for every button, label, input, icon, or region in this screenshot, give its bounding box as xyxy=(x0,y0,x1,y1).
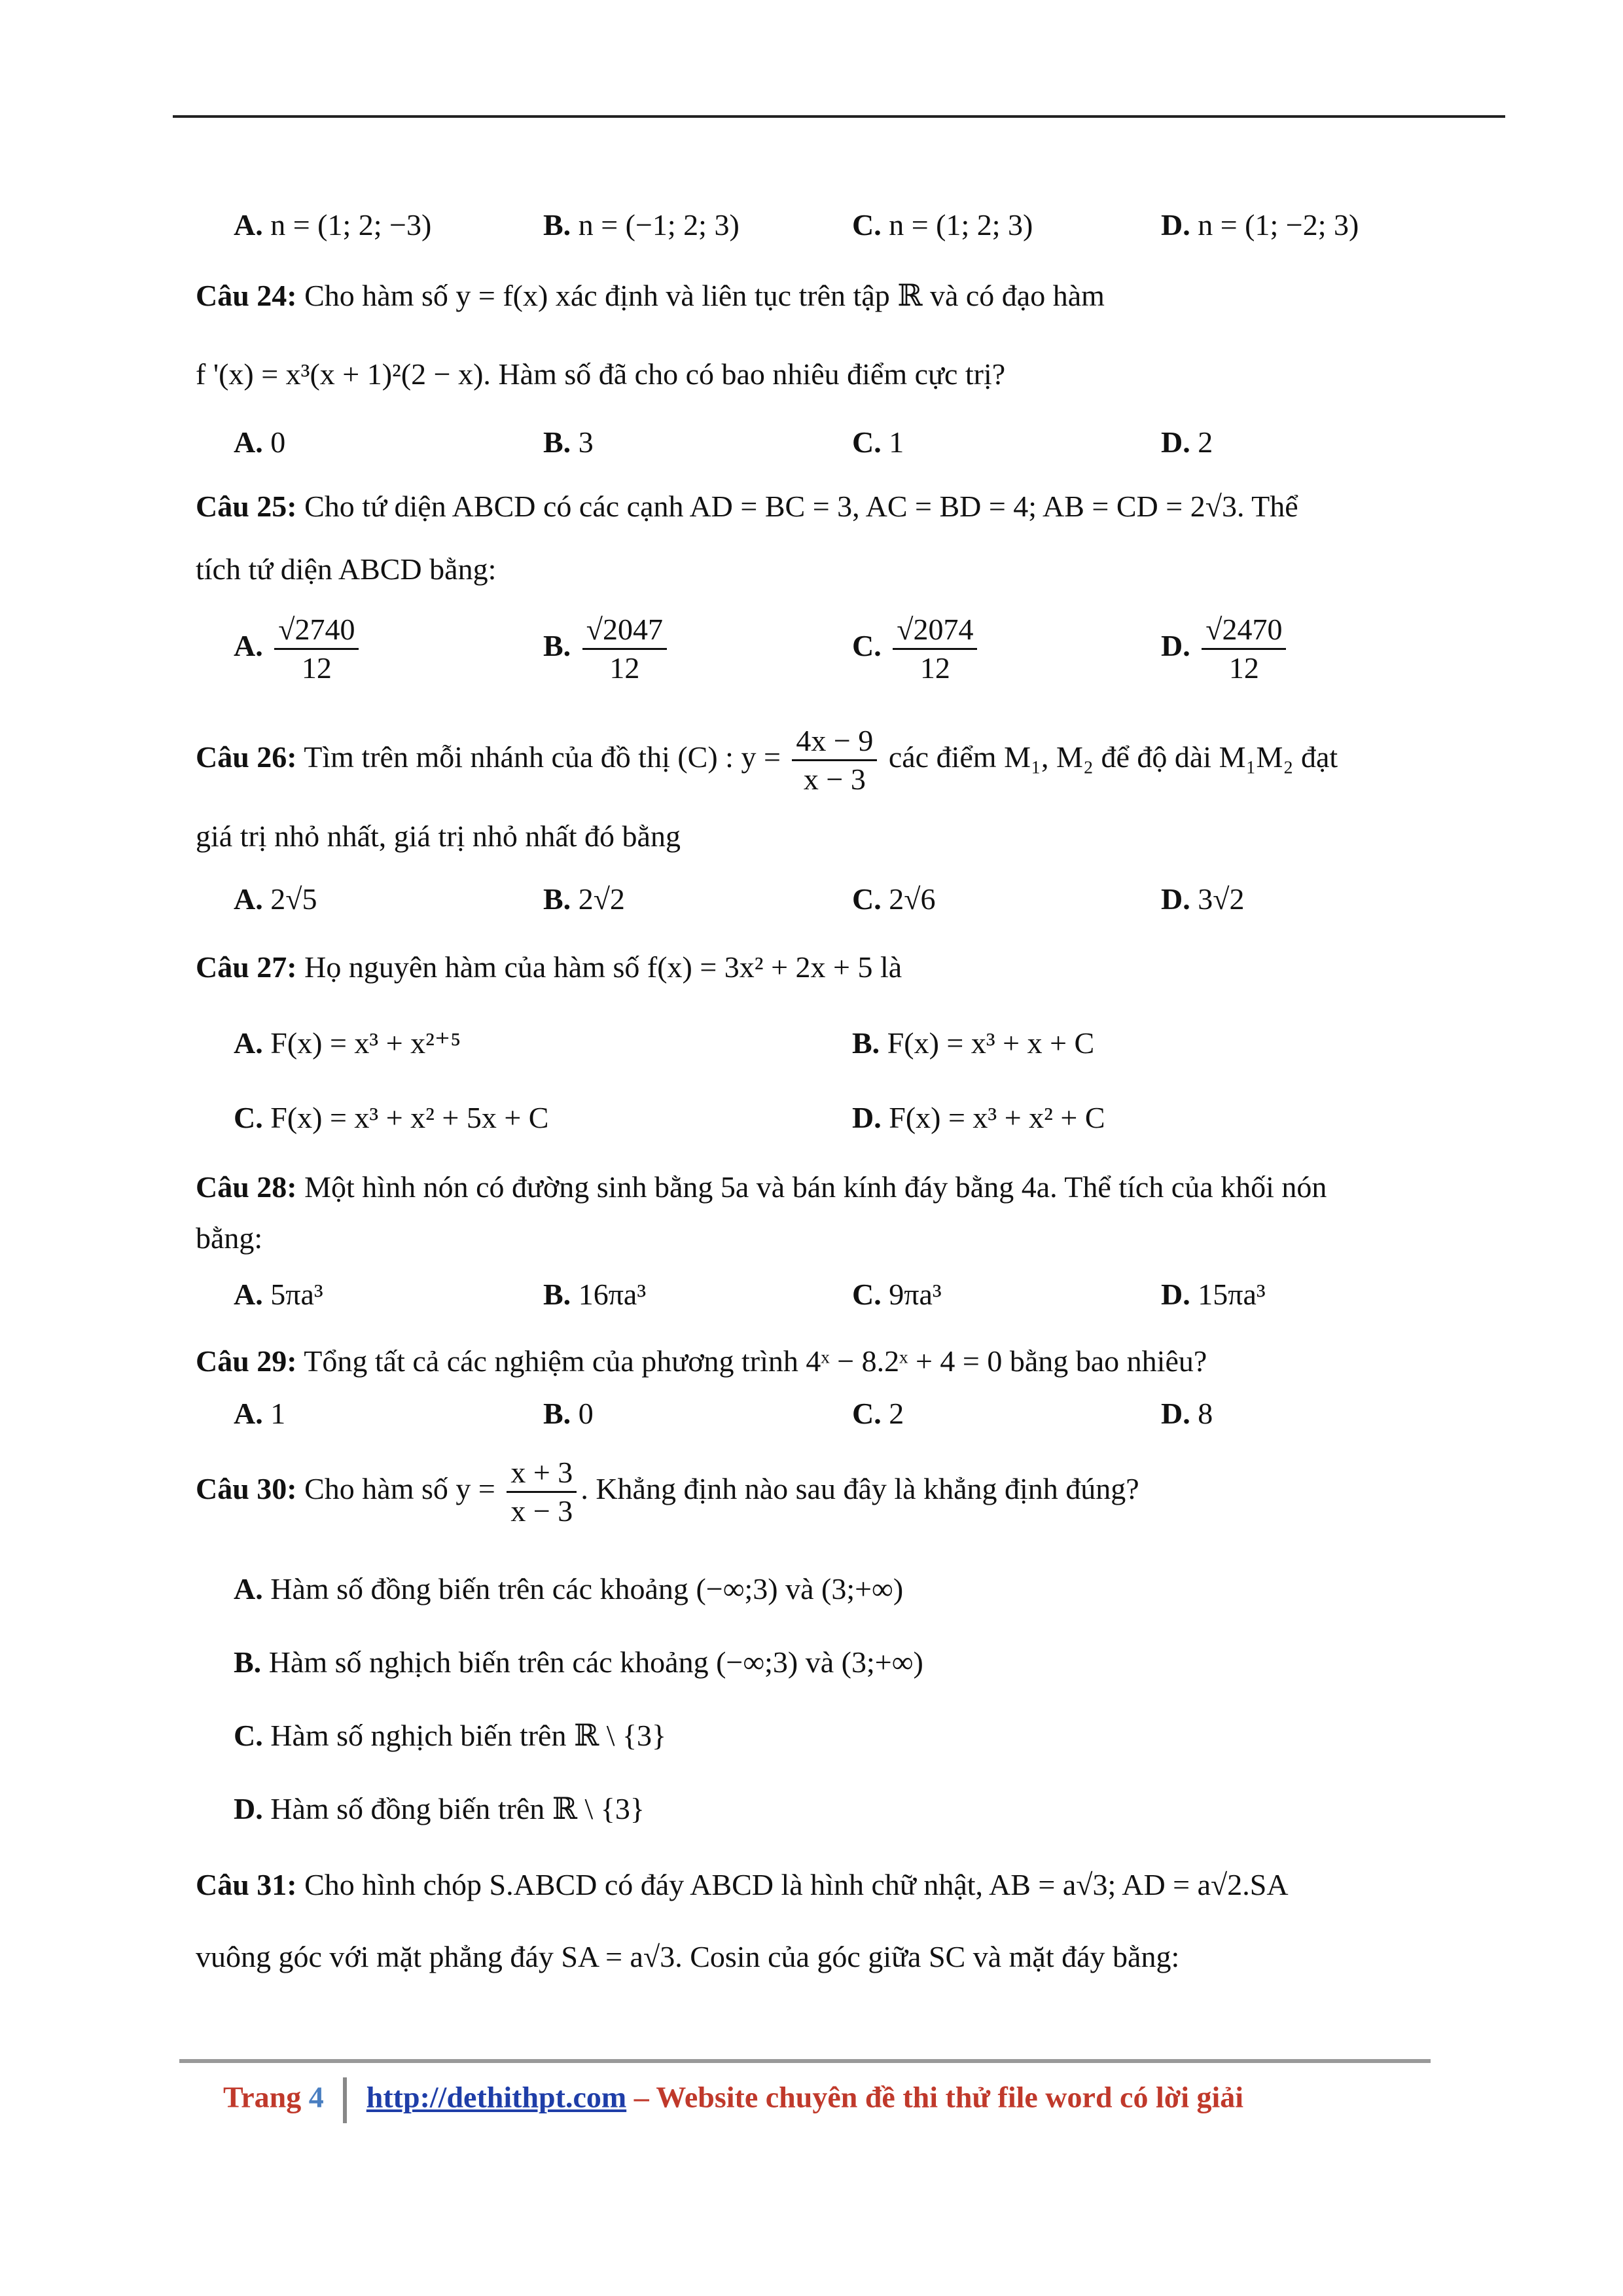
q25-stem: Câu 25: Cho tứ diện ABCD có các cạnh AD = BC = 3, AC = BD = 4; AB = CD = 2√3. Thể xyxy=(196,490,1298,523)
q29-option-c: C. 2 xyxy=(852,1397,904,1430)
footer xyxy=(223,2077,1243,2123)
q27-option-b: B. F(x) = x³ + x + C xyxy=(852,1026,1095,1060)
q24-stem-2: f '(x) = x³(x + 1)²(2 − x). Hàm số đã cho có bao nhiêu điểm cực trị? xyxy=(196,357,1006,391)
q31-stem-2: vuông góc với mặt phẳng đáy SA = a√3. Cosin của góc giữa SC và mặt đáy bằng: xyxy=(196,1940,1180,1973)
q26-stem-2: giá trị nhỏ nhất, giá trị nhỏ nhất đó bằng xyxy=(196,819,681,853)
q26-stem: Câu 26: Tìm trên mỗi nhánh của đồ thị (C) : y = $\frac{4x - 9}{x - 3}$ các điểm M₁, M₂ để độ dài M₁M₂ đạt xyxy=(196,723,1338,798)
q24-option-d: D. 2 xyxy=(1161,425,1213,459)
q30-option-c: C. Hàm số nghịch biến trên ℝ \ {3} xyxy=(234,1719,667,1752)
q25-option-d: D. $\frac{√2470}{12}$ xyxy=(1161,611,1290,687)
footer-link[interactable]: http://dethithpt.com xyxy=(366,2080,627,2114)
q28-option-d: D. 15πa³ xyxy=(1161,1278,1266,1311)
q30-stem: Câu 30: Cho hàm số y = $\frac{x + 3}{x - 3}$ . Khẳng định nào sau đây là khẳng định đúng? xyxy=(196,1454,1139,1530)
q29-option-a: A. 1 xyxy=(234,1397,286,1430)
q25-stem-2: tích tứ diện ABCD bằng: xyxy=(196,552,497,586)
q28-option-b: B. 16πa³ xyxy=(543,1278,647,1311)
q29-option-b: B. 0 xyxy=(543,1397,594,1430)
q28-option-c: C. 9πa³ xyxy=(852,1278,942,1311)
q27-option-a: A. F(x) = x³ + x²⁺⁵ xyxy=(234,1026,461,1060)
footer-description: – Website chuyên đề thi thử file word có lời giải xyxy=(633,2080,1244,2114)
q29-stem: Câu 29: Tổng tất cả các nghiệm của phương trình 4ˣ − 8.2ˣ + 4 = 0 bằng bao nhiêu? xyxy=(196,1344,1207,1378)
prev-option-a: A. n = (1; 2; −3) xyxy=(234,208,432,242)
q27-option-d: D. F(x) = x³ + x² + C xyxy=(852,1101,1105,1134)
footer-rule xyxy=(179,2059,1431,2063)
q25-option-b: B. $\frac{√2047}{12}$ xyxy=(543,611,671,687)
q24-stem: Câu 24: Cho hàm số y = f(x) xác định và liên tục trên tập ℝ và có đạo hàm xyxy=(196,279,1105,312)
q28-stem-2: bằng: xyxy=(196,1221,263,1255)
q26-option-b: B. 2√2 xyxy=(543,882,625,916)
prev-option-d: D. n = (1; −2; 3) xyxy=(1161,208,1359,242)
footer-separator xyxy=(343,2077,347,2123)
footer-page-number: 4 xyxy=(308,2080,324,2114)
header-rule xyxy=(173,115,1505,118)
footer-page-label: Trang xyxy=(223,2080,302,2114)
q30-option-d: D. Hàm số đồng biến trên ℝ \ {3} xyxy=(234,1792,645,1825)
q25-option-a: A. $\frac{√2740}{12}$ xyxy=(234,611,363,687)
q28-stem: Câu 28: Một hình nón có đường sinh bằng 5a và bán kính đáy bằng 4a. Thể tích của khối nón xyxy=(196,1170,1327,1204)
q27-option-c: C. F(x) = x³ + x² + 5x + C xyxy=(234,1101,549,1134)
q24-option-b: B. 3 xyxy=(543,425,594,459)
q29-option-d: D. 8 xyxy=(1161,1397,1213,1430)
q24-option-a: A. 0 xyxy=(234,425,286,459)
q31-stem: Câu 31: Cho hình chóp S.ABCD có đáy ABCD là hình chữ nhật, AB = a√3; AD = a√2.SA xyxy=(196,1868,1289,1901)
q24-option-c: C. 1 xyxy=(852,425,904,459)
q28-option-a: A. 5πa³ xyxy=(234,1278,323,1311)
q27-stem: Câu 27: Họ nguyên hàm của hàm số f(x) = 3x² + 2x + 5 là xyxy=(196,950,902,984)
q26-option-a: A. 2√5 xyxy=(234,882,317,916)
prev-option-b: B. n = (−1; 2; 3) xyxy=(543,208,740,242)
q25-option-c: C. $\frac{√2074}{12}$ xyxy=(852,611,981,687)
q30-option-b: B. Hàm số nghịch biến trên các khoảng (−∞;3) và (3;+∞) xyxy=(234,1645,923,1679)
q26-option-d: D. 3√2 xyxy=(1161,882,1245,916)
q26-option-c: C. 2√6 xyxy=(852,882,936,916)
q30-option-a: A. Hàm số đồng biến trên các khoảng (−∞;3) và (3;+∞) xyxy=(234,1572,904,1605)
prev-option-c: C. n = (1; 2; 3) xyxy=(852,208,1033,242)
